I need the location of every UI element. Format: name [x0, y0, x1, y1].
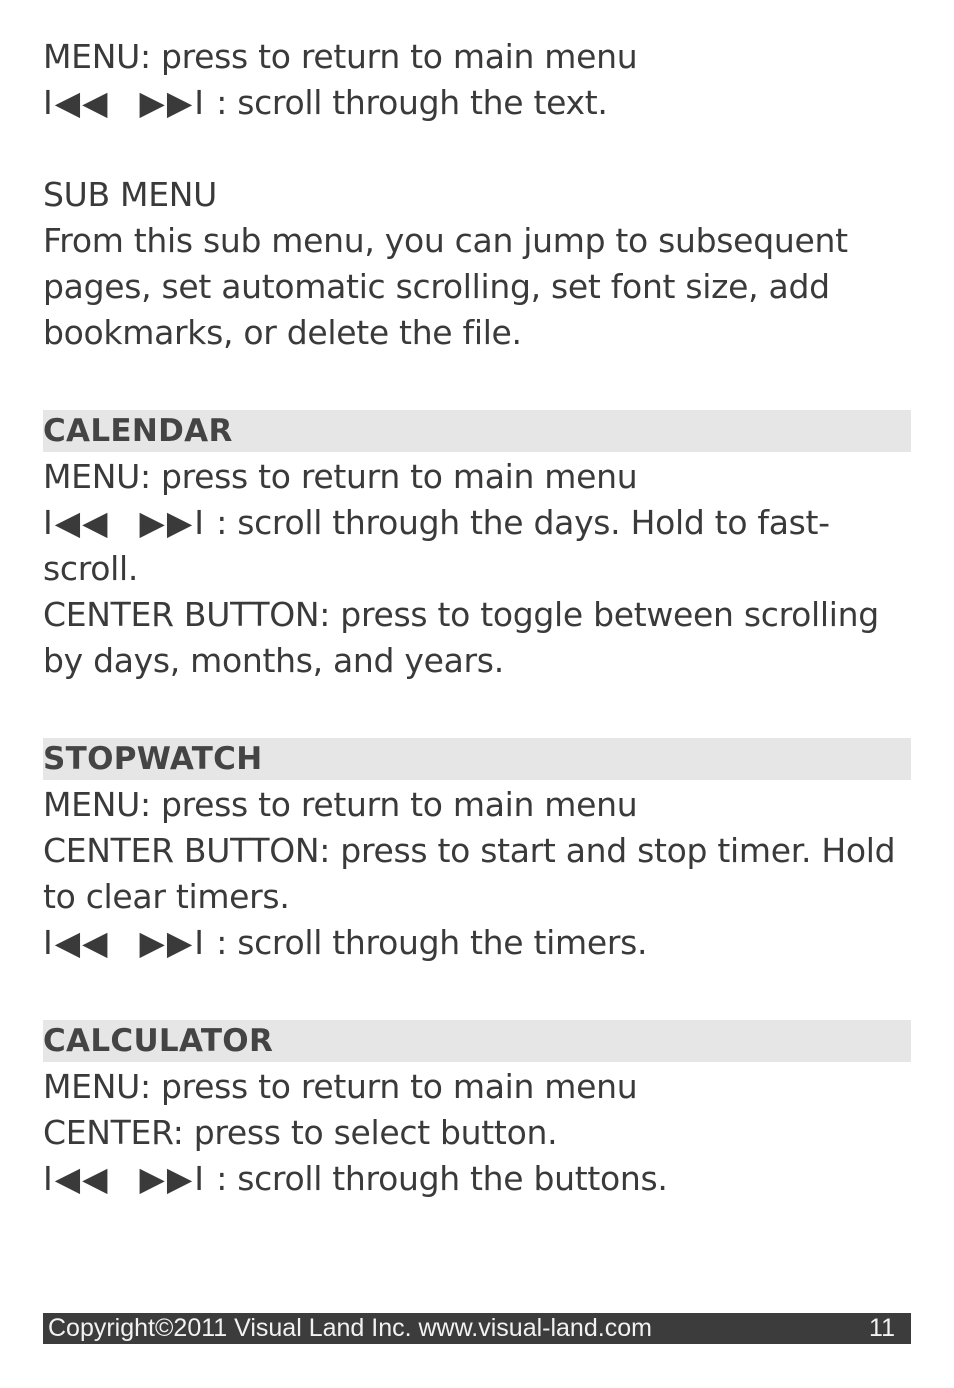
submenu-text-line-1: From this sub menu, you can jump to subsequent [43, 221, 848, 260]
reader-scroll-text: : scroll through the text. [206, 83, 608, 122]
calendar-menu-line: MENU: press to return to main menu [43, 457, 638, 496]
stopwatch-scroll-text: : scroll through the timers. [206, 923, 648, 962]
calendar-scroll-continued: scroll. [43, 549, 139, 588]
stopwatch-menu-line: MENU: press to return to main menu [43, 785, 638, 824]
page-number: 11 [869, 1314, 895, 1342]
calendar-center-line-2: by days, months, and years. [43, 641, 504, 680]
next-icon: ▶▶I [139, 923, 206, 962]
calendar-heading: CALENDAR [43, 410, 911, 452]
reader-scroll-line [43, 80, 911, 126]
reader-menu-line: MENU: press to return to main menu [43, 37, 638, 76]
calendar-center-line-1: CENTER BUTTON: press to toggle between scrolling [43, 595, 879, 634]
next-icon: ▶▶I [139, 83, 206, 122]
calendar-scroll-line [43, 500, 911, 546]
stopwatch-heading: STOPWATCH [43, 738, 911, 780]
calculator-scroll-text: : scroll through the buttons. [206, 1159, 668, 1198]
stopwatch-center-line-1: CENTER BUTTON: press to start and stop timer. Hold [43, 831, 896, 870]
calculator-menu-line: MENU: press to return to main menu [43, 1067, 638, 1106]
submenu-text-line-3: bookmarks, or delete the file. [43, 313, 522, 352]
calculator-scroll-line [43, 1156, 911, 1202]
previous-icon: I◀◀ [43, 1159, 110, 1198]
submenu-text-line-2: pages, set automatic scrolling, set font size, add [43, 267, 830, 306]
stopwatch-scroll-line [43, 920, 911, 966]
previous-icon: I◀◀ [43, 503, 110, 542]
next-icon: ▶▶I [139, 503, 206, 542]
next-icon: ▶▶I [139, 1159, 206, 1198]
previous-icon: I◀◀ [43, 83, 110, 122]
copyright-text: Copyright©2011 Visual Land Inc. www.visual-land.com [48, 1314, 652, 1342]
previous-icon: I◀◀ [43, 923, 110, 962]
page-footer [43, 1313, 911, 1344]
manual-page [43, 34, 911, 1202]
stopwatch-center-line-2: to clear timers. [43, 877, 290, 916]
calculator-heading: CALCULATOR [43, 1020, 911, 1062]
calculator-center-line: CENTER: press to select button. [43, 1113, 558, 1152]
submenu-title: SUB MENU [43, 175, 217, 214]
calendar-scroll-text: : scroll through the days. Hold to fast- [206, 503, 830, 542]
